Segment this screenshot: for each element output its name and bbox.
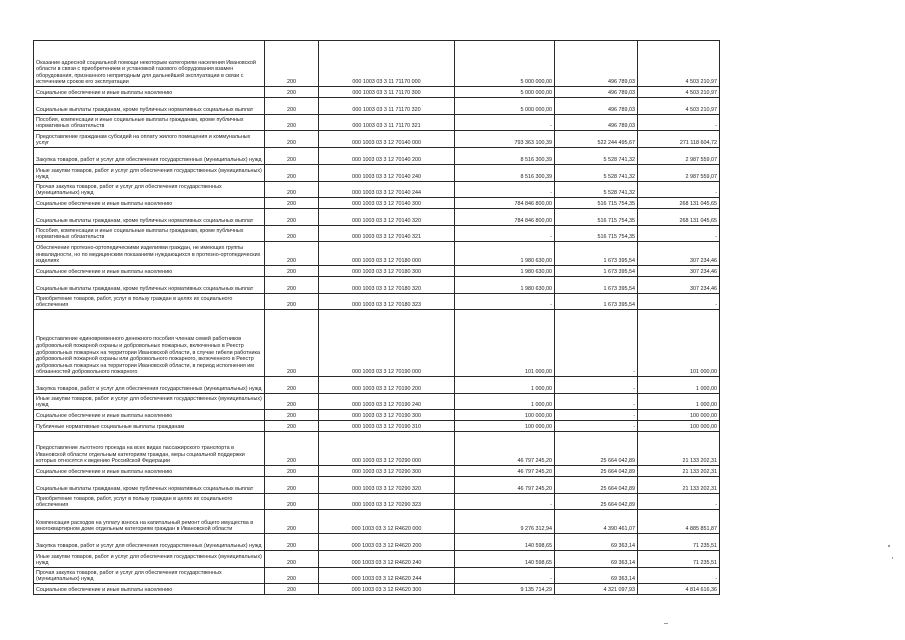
row-executed-amount-cell: -: [555, 310, 638, 377]
row-classification-code-cell: 000 1003 03 3 11 71170 000: [319, 41, 455, 87]
row-executed-amount-cell: 25 664 042,89: [555, 494, 638, 510]
row-classification-code-cell: 000 1003 03 3 12 70140 321: [319, 226, 455, 242]
table-row: [34, 377, 720, 394]
row-executed-amount-cell: 25 664 042,89: [555, 432, 638, 466]
row-approved-amount-cell: -: [455, 494, 555, 510]
row-line-code-cell: 200: [265, 510, 319, 534]
row-line-code-cell: 200: [265, 477, 319, 494]
row-approved-amount-cell: 8 516 300,39: [455, 165, 555, 182]
table-row: [34, 98, 720, 115]
row-remaining-amount-cell: 271 118 604,72: [638, 131, 720, 148]
row-classification-code-cell: 000 1003 03 3 12 70190 200: [319, 377, 455, 394]
scan-speck: [664, 623, 668, 624]
row-line-code-cell: 200: [265, 410, 319, 421]
row-name-cell: Закупка товаров, работ и услуг для обеспечения государственных (муниципальных) нужд: [34, 534, 265, 551]
table-row: [34, 165, 720, 182]
table-row: [34, 294, 720, 310]
table-row: [34, 148, 720, 165]
row-name-cell: Иные закупки товаров, работ и услуг для обеспечения государственных (муниципальных) нужд: [34, 165, 265, 182]
row-classification-code-cell: 000 1003 03 3 12 70190 000: [319, 310, 455, 377]
row-name-cell: Социальное обеспечение и иные выплаты населению: [34, 87, 265, 98]
table-row: [34, 310, 720, 377]
row-name-cell: Социальное обеспечение и иные выплаты населению: [34, 198, 265, 209]
row-line-code-cell: 200: [265, 98, 319, 115]
row-name-cell: Социальное обеспечение и иные выплаты населению: [34, 410, 265, 421]
row-remaining-amount-cell: 2 987 559,07: [638, 165, 720, 182]
row-name-cell: Пособия, компенсации и иные социальные выплаты гражданам, кроме публичных нормативных обязательств: [34, 115, 265, 131]
row-approved-amount-cell: 793 363 100,39: [455, 131, 555, 148]
row-executed-amount-cell: 4 321 097,93: [555, 584, 638, 595]
row-approved-amount-cell: 5 000 000,00: [455, 87, 555, 98]
row-executed-amount-cell: 1 673 395,54: [555, 266, 638, 277]
row-remaining-amount-cell: -: [638, 115, 720, 131]
budget-sheet: [33, 40, 719, 595]
row-line-code-cell: 200: [265, 534, 319, 551]
row-classification-code-cell: 000 1003 03 3 12 70180 300: [319, 266, 455, 277]
table-row: [34, 198, 720, 209]
row-line-code-cell: 200: [265, 294, 319, 310]
table-row: [34, 226, 720, 242]
row-line-code-cell: 200: [265, 209, 319, 226]
row-classification-code-cell: 000 1003 03 3 12 70290 000: [319, 432, 455, 466]
row-line-code-cell: 200: [265, 182, 319, 198]
row-remaining-amount-cell: 268 131 045,65: [638, 209, 720, 226]
row-remaining-amount-cell: 307 234,46: [638, 266, 720, 277]
row-line-code-cell: 200: [265, 421, 319, 432]
row-executed-amount-cell: 25 664 042,89: [555, 477, 638, 494]
row-name-cell: Компенсация расходов на уплату взноса на капитальный ремонт общего имущества в многоквартирном доме отдельным категориям граждан в Ивановской области: [34, 510, 265, 534]
row-name-cell: Обеспечение протезно-ортопедическими изделиями граждан, не имеющих группы инвалидности, но по медицинским показаниям нуждающихся в протезно-ортопедических изделиях: [34, 242, 265, 266]
row-approved-amount-cell: 46 797 245,20: [455, 477, 555, 494]
row-line-code-cell: 200: [265, 551, 319, 568]
row-approved-amount-cell: 1 980 630,00: [455, 277, 555, 294]
row-remaining-amount-cell: -: [638, 294, 720, 310]
row-classification-code-cell: 000 1003 03 3 12 70180 000: [319, 242, 455, 266]
row-approved-amount-cell: 9 276 312,94: [455, 510, 555, 534]
row-executed-amount-cell: 516 715 754,35: [555, 198, 638, 209]
row-name-cell: Приобретение товаров, работ, услуг в пользу граждан в целях их социального обеспечения: [34, 494, 265, 510]
table-row: [34, 87, 720, 98]
row-classification-code-cell: 000 1003 03 3 12 70290 300: [319, 466, 455, 477]
row-approved-amount-cell: -: [455, 226, 555, 242]
table-row: [34, 131, 720, 148]
row-classification-code-cell: 000 1003 03 3 11 71170 320: [319, 98, 455, 115]
row-executed-amount-cell: 69 363,14: [555, 534, 638, 551]
row-line-code-cell: 200: [265, 87, 319, 98]
row-executed-amount-cell: 516 715 754,35: [555, 226, 638, 242]
table-row: [34, 534, 720, 551]
row-line-code-cell: 200: [265, 242, 319, 266]
row-name-cell: Приобретение товаров, работ, услуг в пользу граждан в целях их социального обеспечения: [34, 294, 265, 310]
row-remaining-amount-cell: 71 235,51: [638, 534, 720, 551]
row-line-code-cell: 200: [265, 115, 319, 131]
row-classification-code-cell: 000 1003 03 3 12 R4620 300: [319, 584, 455, 595]
row-approved-amount-cell: -: [455, 568, 555, 584]
row-line-code-cell: 200: [265, 584, 319, 595]
row-approved-amount-cell: 46 797 245,20: [455, 466, 555, 477]
row-name-cell: Предоставление единовременного денежного пособия членам семей работников добровольной пожарной охраны и добровольных пожарных, включенных в Реестр добровольных пожарных на территории Ивановской области, в случае гибели работника добровольной пожарной охраны или добровольного пожарного, включенного в Реестр добровольных пожарных на территории Ивановской области, в период исполнения им обязанностей добровольного пожарного: [34, 310, 265, 377]
row-approved-amount-cell: 1 980 630,00: [455, 242, 555, 266]
row-executed-amount-cell: 5 528 741,32: [555, 148, 638, 165]
table-row: [34, 115, 720, 131]
row-line-code-cell: 200: [265, 266, 319, 277]
row-executed-amount-cell: 522 244 495,67: [555, 131, 638, 148]
row-approved-amount-cell: 9 135 714,29: [455, 584, 555, 595]
row-executed-amount-cell: 496 789,03: [555, 41, 638, 87]
row-remaining-amount-cell: 268 131 045,65: [638, 198, 720, 209]
row-classification-code-cell: 000 1003 03 3 12 70190 300: [319, 410, 455, 421]
row-remaining-amount-cell: 307 234,46: [638, 242, 720, 266]
row-line-code-cell: 200: [265, 198, 319, 209]
row-approved-amount-cell: 140 598,65: [455, 534, 555, 551]
row-executed-amount-cell: -: [555, 421, 638, 432]
row-executed-amount-cell: 1 673 395,54: [555, 294, 638, 310]
row-name-cell: Публичные нормативные социальные выплаты гражданам: [34, 421, 265, 432]
row-name-cell: Социальное обеспечение и иные выплаты населению: [34, 266, 265, 277]
row-remaining-amount-cell: 4 503 210,97: [638, 41, 720, 87]
table-row: [34, 182, 720, 198]
table-row: [34, 209, 720, 226]
row-remaining-amount-cell: 101 000,00: [638, 310, 720, 377]
row-name-cell: Иные закупки товаров, работ и услуг для обеспечения государственных (муниципальных) нужд: [34, 394, 265, 410]
row-line-code-cell: 200: [265, 466, 319, 477]
row-line-code-cell: 200: [265, 310, 319, 377]
row-name-cell: Социальное обеспечение и иные выплаты населению: [34, 466, 265, 477]
row-name-cell: Социальное обеспечение и иные выплаты населению: [34, 584, 265, 595]
row-name-cell: Закупка товаров, работ и услуг для обеспечения государственных (муниципальных) нужд: [34, 148, 265, 165]
row-approved-amount-cell: 8 516 300,39: [455, 148, 555, 165]
row-approved-amount-cell: 784 846 800,00: [455, 198, 555, 209]
row-classification-code-cell: 000 1003 03 3 12 70180 323: [319, 294, 455, 310]
row-remaining-amount-cell: 1 000,00: [638, 394, 720, 410]
row-line-code-cell: 200: [265, 394, 319, 410]
table-row: [34, 494, 720, 510]
table-body: [34, 41, 720, 595]
row-classification-code-cell: 000 1003 03 3 11 71170 321: [319, 115, 455, 131]
row-name-cell: Пособия, компенсации и иные социальные выплаты гражданам, кроме публичных нормативных обязательств: [34, 226, 265, 242]
row-name-cell: Предоставление льготного проезда на всех видах пассажирского транспорта в Ивановской области отдельным категориям граждан, меры социальной поддержки которых относятся к ведению Российской Федерации: [34, 432, 265, 466]
row-name-cell: Социальные выплаты гражданам, кроме публичных нормативных социальных выплат: [34, 98, 265, 115]
row-approved-amount-cell: -: [455, 182, 555, 198]
row-remaining-amount-cell: 1 000,00: [638, 377, 720, 394]
row-executed-amount-cell: 496 789,03: [555, 87, 638, 98]
row-approved-amount-cell: 140 598,65: [455, 551, 555, 568]
row-classification-code-cell: 000 1003 03 3 11 71170 300: [319, 87, 455, 98]
row-approved-amount-cell: 100 000,00: [455, 421, 555, 432]
row-approved-amount-cell: -: [455, 294, 555, 310]
row-executed-amount-cell: 69 363,14: [555, 551, 638, 568]
row-classification-code-cell: 000 1003 03 3 12 70140 300: [319, 198, 455, 209]
row-line-code-cell: 200: [265, 148, 319, 165]
row-executed-amount-cell: 4 390 461,07: [555, 510, 638, 534]
row-classification-code-cell: 000 1003 03 3 12 70190 310: [319, 421, 455, 432]
row-line-code-cell: 200: [265, 494, 319, 510]
row-classification-code-cell: 000 1003 03 3 12 70290 323: [319, 494, 455, 510]
row-remaining-amount-cell: -: [638, 568, 720, 584]
row-remaining-amount-cell: 4 885 851,87: [638, 510, 720, 534]
row-approved-amount-cell: 1 000,00: [455, 377, 555, 394]
row-remaining-amount-cell: 21 133 202,31: [638, 477, 720, 494]
row-line-code-cell: 200: [265, 432, 319, 466]
row-line-code-cell: 200: [265, 131, 319, 148]
row-executed-amount-cell: 516 715 754,35: [555, 209, 638, 226]
row-classification-code-cell: 000 1003 03 3 12 R4620 240: [319, 551, 455, 568]
row-line-code-cell: 200: [265, 377, 319, 394]
table-row: [34, 242, 720, 266]
row-remaining-amount-cell: 100 000,00: [638, 421, 720, 432]
row-executed-amount-cell: 5 528 741,32: [555, 182, 638, 198]
row-remaining-amount-cell: 71 235,51: [638, 551, 720, 568]
row-remaining-amount-cell: 4 814 616,36: [638, 584, 720, 595]
row-line-code-cell: 200: [265, 277, 319, 294]
row-executed-amount-cell: -: [555, 394, 638, 410]
row-approved-amount-cell: -: [455, 115, 555, 131]
row-approved-amount-cell: 100 000,00: [455, 410, 555, 421]
row-remaining-amount-cell: 307 234,46: [638, 277, 720, 294]
row-classification-code-cell: 000 1003 03 3 12 R4620 000: [319, 510, 455, 534]
row-approved-amount-cell: 1 000,00: [455, 394, 555, 410]
row-executed-amount-cell: 496 789,03: [555, 98, 638, 115]
row-executed-amount-cell: -: [555, 410, 638, 421]
row-executed-amount-cell: 1 673 395,54: [555, 242, 638, 266]
row-remaining-amount-cell: -: [638, 182, 720, 198]
table-row: [34, 477, 720, 494]
table-row: [34, 421, 720, 432]
row-classification-code-cell: 000 1003 03 3 12 70190 240: [319, 394, 455, 410]
row-approved-amount-cell: 46 797 245,20: [455, 432, 555, 466]
row-name-cell: Прочая закупка товаров, работ и услуг для обеспечения государственных (муниципальных) нужд: [34, 568, 265, 584]
row-name-cell: Социальные выплаты гражданам, кроме публичных нормативных социальных выплат: [34, 209, 265, 226]
budget-execution-table: [33, 40, 720, 595]
row-classification-code-cell: 000 1003 03 3 12 70140 200: [319, 148, 455, 165]
row-remaining-amount-cell: 4 503 210,97: [638, 98, 720, 115]
table-row: [34, 277, 720, 294]
table-row: [34, 394, 720, 410]
row-name-cell: Закупка товаров, работ и услуг для обеспечения государственных (муниципальных) нужд: [34, 377, 265, 394]
row-classification-code-cell: 000 1003 03 3 12 70180 320: [319, 277, 455, 294]
row-classification-code-cell: 000 1003 03 3 12 R4620 200: [319, 534, 455, 551]
row-remaining-amount-cell: -: [638, 226, 720, 242]
row-executed-amount-cell: 1 673 395,54: [555, 277, 638, 294]
row-line-code-cell: 200: [265, 165, 319, 182]
row-approved-amount-cell: 784 846 800,00: [455, 209, 555, 226]
row-approved-amount-cell: 5 000 000,00: [455, 41, 555, 87]
row-remaining-amount-cell: 100 000,00: [638, 410, 720, 421]
table-row: [34, 266, 720, 277]
table-row: [34, 510, 720, 534]
row-executed-amount-cell: 25 664 042,89: [555, 466, 638, 477]
row-executed-amount-cell: 69 363,14: [555, 568, 638, 584]
row-name-cell: Социальные выплаты гражданам, кроме публичных нормативных социальных выплат: [34, 277, 265, 294]
row-line-code-cell: 200: [265, 226, 319, 242]
scan-speck: [892, 557, 893, 559]
row-approved-amount-cell: 5 000 000,00: [455, 98, 555, 115]
row-classification-code-cell: 000 1003 03 3 12 R4620 244: [319, 568, 455, 584]
row-classification-code-cell: 000 1003 03 3 12 70140 244: [319, 182, 455, 198]
table-row: [34, 584, 720, 595]
row-name-cell: Предоставление гражданам субсидий на оплату жилого помещения и коммунальных услуг: [34, 131, 265, 148]
row-approved-amount-cell: 1 980 630,00: [455, 266, 555, 277]
row-executed-amount-cell: 496 789,03: [555, 115, 638, 131]
scan-speck: [888, 545, 890, 547]
row-classification-code-cell: 000 1003 03 3 12 70140 320: [319, 209, 455, 226]
table-row: [34, 551, 720, 568]
row-classification-code-cell: 000 1003 03 3 12 70290 320: [319, 477, 455, 494]
row-approved-amount-cell: 101 000,00: [455, 310, 555, 377]
row-name-cell: Иные закупки товаров, работ и услуг для обеспечения государственных (муниципальных) нужд: [34, 551, 265, 568]
table-row: [34, 568, 720, 584]
row-remaining-amount-cell: 4 503 210,97: [638, 87, 720, 98]
table-row: [34, 432, 720, 466]
row-name-cell: Социальные выплаты гражданам, кроме публичных нормативных социальных выплат: [34, 477, 265, 494]
row-remaining-amount-cell: -: [638, 494, 720, 510]
row-executed-amount-cell: -: [555, 377, 638, 394]
row-remaining-amount-cell: 21 133 202,31: [638, 466, 720, 477]
row-name-cell: Прочая закупка товаров, работ и услуг для обеспечения государственных (муниципальных) нужд: [34, 182, 265, 198]
row-classification-code-cell: 000 1003 03 3 12 70140 240: [319, 165, 455, 182]
table-row: [34, 410, 720, 421]
row-line-code-cell: 200: [265, 41, 319, 87]
table-row: [34, 41, 720, 87]
row-name-cell: Оказание адресной социальной помощи некоторым категориям населения Ивановской области в связи с приобретением и установкой газового оборудования взамен оборудования, признанного непригодным для дальнейшей эксплуатации в связи с истечением сроков его эксплуатации: [34, 41, 265, 87]
row-line-code-cell: 200: [265, 568, 319, 584]
row-classification-code-cell: 000 1003 03 3 12 70140 000: [319, 131, 455, 148]
row-remaining-amount-cell: 2 987 559,07: [638, 148, 720, 165]
row-executed-amount-cell: 5 528 741,32: [555, 165, 638, 182]
row-remaining-amount-cell: 21 133 202,31: [638, 432, 720, 466]
table-row: [34, 466, 720, 477]
